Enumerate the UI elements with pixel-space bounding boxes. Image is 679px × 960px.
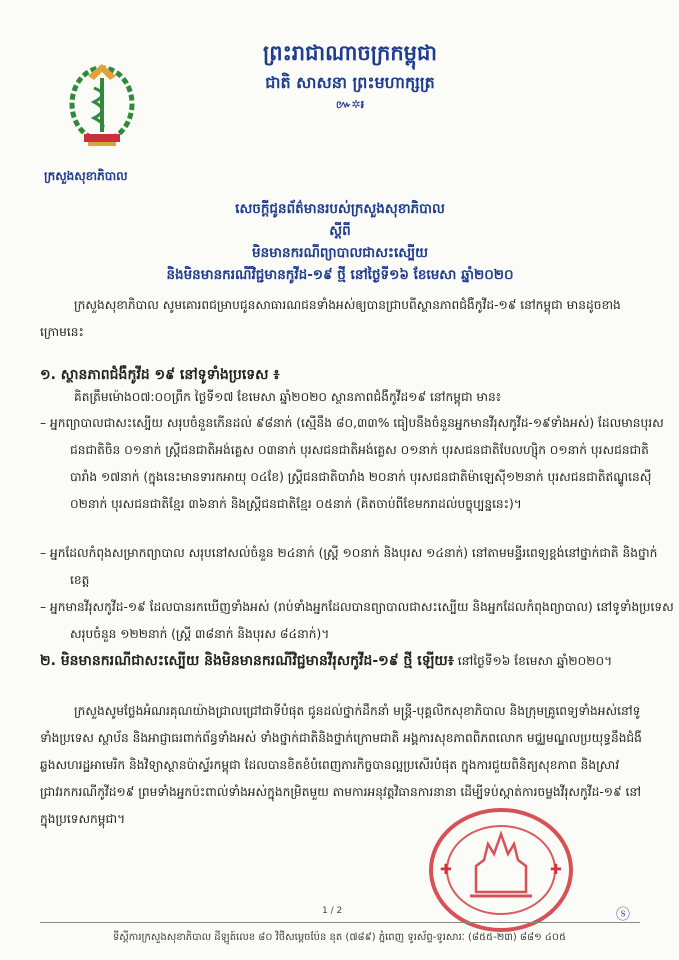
bullet-recovered: – អ្នកព្យាបាលជាសះស្បើយ សរុបចំនួនកើនដល់ ៩៨នាក់ (ស្មើនឹង ៨០,៣៣% ធៀបនឹងចំនួនអ្នកមានវីរុសកូវីដ-១៩ទាំងអស់) ដែលមានបុរសជនជាតិចិន ០១នាក់ ស្ត្រីជនជាតិអង់គ្លេស ០៣នាក់ បុរសជនជាតិអង់គ្លេស ០១នាក់ បុរសជនជាតិបែលហ្ស៊ិក ០១នាក់ បុរសជនជាតិបារាំង ១៧នាក់ (ក្នុងនេះមានទារកអាយុ ០៤ខែ) ស្ត្រីជនជាតិបារាំង ២០នាក់ បុរសជនជាតិម៉ាឡេស៊ី១២នាក់ បុរសជនជាតិឥណ្ឌូនេស៊ី ០២នាក់ បុរសជនជាតិខ្មែរ ៣៦នាក់ និងស្ត្រីជនជាតិខ្មែរ ០៥នាក់ (គិតចាប់ពីខែមករាដល់បច្ចុប្បន្ននេះ)។ <box>40 416 664 511</box>
footer-divider <box>40 922 640 923</box>
kingdom-heading: ព្រះរាជាណាចក្រកម្ពុជា <box>262 41 437 65</box>
section-1-lead: គិតត្រឹមម៉ោង០៧:០០ព្រឹក ថ្ងៃទី១៧ ខែមេសា ឆ្នាំ២០២០ ស្ថានភាពជំងឺកូវីដ១៩ នៅកម្ពុជា មាន៖ <box>74 390 502 404</box>
footer-address: ទីស្តីការក្រសួងសុខាភិបាល ដីឡូត៍លេខ ៨០ វិថីសម្តេចប៉ែន នុត (៧៨៩) ភ្នំពេញ ទូរស័ព្ទ-ទូរសារៈ (៨៥៥-២៣) ៨៨១ ៤០៥ <box>112 932 567 943</box>
title-line-3: មិនមានករណីព្យាបាលជាសះស្បើយ <box>252 245 428 261</box>
bullet-total-cases: – អ្នកមានវីរុសកូវីដ-១៩ ដែលបានរកឃើញទាំងអស់ (រាប់ទាំងអ្នកដែលបានព្យាបាលជាសះស្បើយ និងអ្នកដែលកំពុងព្យាបាល) នៅទូទាំងប្រទេសសរុបចំនួន ១២២នាក់ (ស្ត្រី ៣៨នាក់ និងបុរស ៨៤នាក់)។ <box>40 600 674 641</box>
section-2-title: ២. មិនមានករណីជាសះស្បើយ និងមិនមានករណីវិជ្ជមានវីរុសកូវីដ-១៩ ថ្មី ឡើយ៖ <box>40 653 454 669</box>
section-1-heading: ១. ស្ថានភាពជំងឺកូវីដ ១៩ នៅទូទាំងប្រទេស ៖ <box>40 367 280 383</box>
bullet-in-treatment: – អ្នកដែលកំពុងសម្រាកព្យាបាល សរុបនៅសល់ចំនួន ២៤នាក់ (ស្ត្រី ១០នាក់ និងបុរស ១៤នាក់) នៅតាមមន្ទីរពេទ្យខ្ពង់នៅថ្នាក់ជាតិ និងថ្នាក់ខេត្ត <box>40 546 658 587</box>
ministry-label: ក្រសួងសុខាភិបាល <box>44 169 128 183</box>
title-line-2: ស្តីពី <box>329 223 351 239</box>
title-line-1: សេចក្តីជូនព័ត៌មានរបស់ក្រសួងសុខាភិបាល <box>235 201 445 217</box>
section-2-date: នៅថ្ងៃទី១៦ ខែមេសា ឆ្នាំ២០២០។ <box>453 654 613 668</box>
intro-paragraph: ក្រសួងសុខាភិបាល សូមគោរពជម្រាបជូនសាធារណជនទាំងអស់ឲ្យបានជ្រាបពីស្ថានភាពជំងឺកូវីដ-១៩ នៅកម្ពុជា មានដូចខាងក្រោមនេះ <box>40 298 621 339</box>
section-2-body: ក្រសួងសូមថ្លែងអំណរគុណយ៉ាងជ្រាលជ្រៅជាទីបំផុត ជូនដល់ថ្នាក់ដឹកនាំ មន្ត្រី-បុគ្គលិកសុខាភិបាល និងក្រុមគ្រូពេទ្យទាំងអស់នៅទូទាំងប្រទេស ស្ថាប័ន និងអាជ្ញាធរពាក់ព័ន្ធទាំងអស់ ទាំងថ្នាក់ជាតិនិងថ្នាក់ក្រោមជាតិ អង្គការសុខភាពពិភពលោក មជ្ឈមណ្ឌលប្រយុទ្ធនឹងជំងឺឆ្លងសហរដ្ឋអាមេរិក និងវិទ្យាស្ថានប៉ាស្ទ័រកម្ពុជា ដែលបានខិតខំបំពេញភារកិច្ចបានល្អប្រសើរបំផុត ក្នុងការជួយពិនិត្យសុខភាព និងស្រាវជ្រាវរកករណីកូវីដ១៩ ព្រមទាំងអ្នកប៉ះពាល់ទាំងអស់ក្នុងកម្រិតមួយ តាមការអនុវត្តវិធានការនានា ដើម្បីទប់ស្កាត់ការចម្លងវីរុសកូវីដ-១៩ នៅក្នុងប្រទេសកម្ពុជា។ <box>40 704 642 826</box>
official-stamp-icon <box>426 804 576 936</box>
section-2-heading <box>40 648 645 675</box>
header-ornament: ៚✲៛ <box>335 98 365 111</box>
signature-mark-icon: ⓢ <box>616 907 630 923</box>
svg-text:✚: ✚ <box>550 862 562 878</box>
national-motto: ជាតិ សាសនា ព្រះមហាក្សត្រ <box>265 73 435 92</box>
svg-text:✚: ✚ <box>440 862 452 878</box>
title-line-4: និងមិនមានករណីវិជ្ជមានកូវីដ-១៩ ថ្មី នៅថ្ងៃទី១៦ ខែមេសា ឆ្នាំ២០២០ <box>166 267 514 283</box>
page-number: 1 / 2 <box>322 906 343 916</box>
ministry-emblem-icon <box>62 58 142 158</box>
